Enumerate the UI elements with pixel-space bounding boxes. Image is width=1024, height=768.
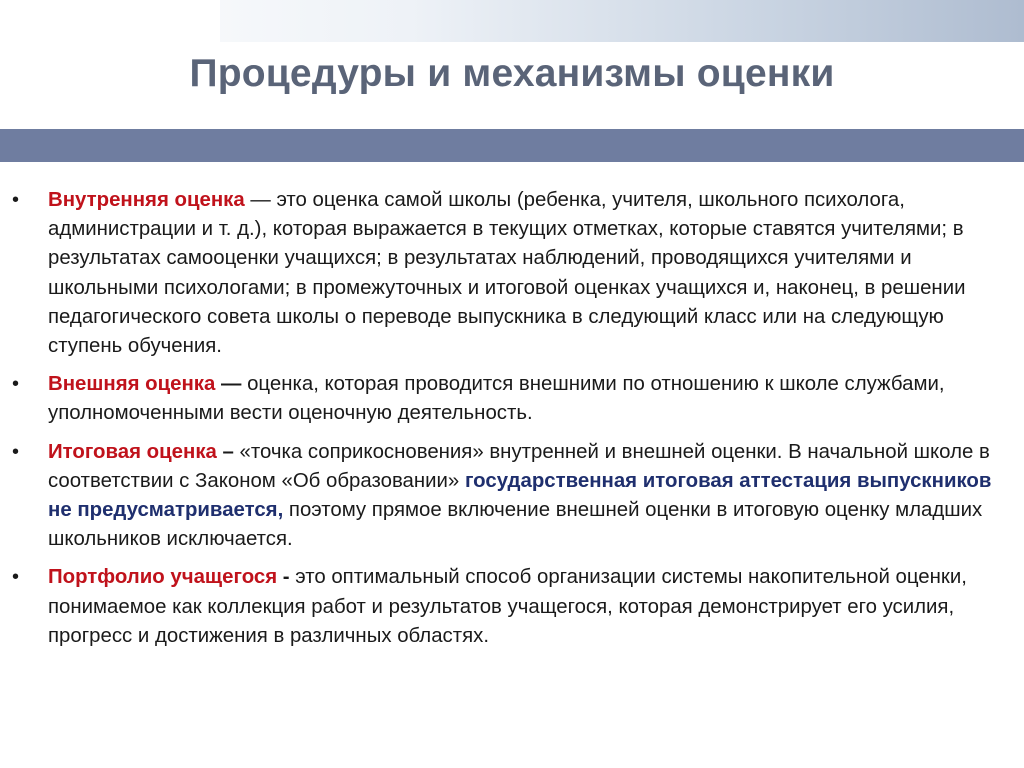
- bullet-icon: •: [12, 440, 20, 463]
- title-underline-band: [0, 129, 1024, 162]
- term-final-assessment: Итоговая оценка: [48, 440, 217, 463]
- item-emphasis-text: государственная итоговая аттестация выпускников не предусматривается,: [48, 469, 992, 522]
- list-item-final-assessment: [0, 438, 1024, 555]
- term-internal-assessment: Внутренняя оценка: [48, 189, 245, 211]
- item-text: это оценка самой школы (ребенка, учителя, школьного психолога, администрации и т. д.), которая выражается в текущих отметках, которые ставятся учителями; в результатах самооценки учащихся; в результатах наблюдений, проводящихся учителями и школьными психологами; в промежуточных и итоговой оценках учащихся и, наконец, в решении педагогического совета школы о переводе выпускника в следующий класс или на следующую ступень обучения.: [48, 189, 966, 358]
- term-dash: —: [244, 189, 277, 211]
- item-text: оценка, которая проводится внешними по отношению к школе службами, уполномоченными вести оценочную деятельность.: [48, 373, 945, 425]
- list-item-internal-assessment: [0, 186, 1024, 361]
- term-dash: -: [277, 566, 296, 589]
- bullet-icon: •: [12, 373, 20, 396]
- term-portfolio: Портфолио учащегося: [48, 566, 278, 589]
- term-external-assessment: Внешняя оценка: [48, 373, 216, 396]
- item-text: «точка соприкосновения» внутренней и внешней оценки. В начальной школе в соответствии с Законом «Об образовании»: [48, 440, 990, 492]
- bullet-list: [0, 186, 1024, 660]
- list-item-portfolio: [0, 563, 1024, 651]
- slide-title: Процедуры и механизмы оценки: [189, 52, 835, 95]
- bullet-icon: •: [12, 566, 20, 589]
- term-dash: —: [215, 373, 248, 396]
- term-dash: –: [216, 440, 240, 463]
- top-gradient-white-segment: [0, 0, 220, 42]
- bullet-icon: •: [12, 189, 20, 211]
- top-gradient-bar: [0, 0, 1024, 42]
- item-text-after: поэтому прямое включение внешней оценки в итоговую оценку младших школьников исключается.: [48, 499, 983, 551]
- list-item-external-assessment: [0, 370, 1024, 428]
- item-text: это оптимальный способ организации системы накопительной оценки, понимаемое как коллекция работ и результатов учащегося, которая демонстрирует его усилия, прогресс и достижения в различных областях.: [48, 566, 967, 647]
